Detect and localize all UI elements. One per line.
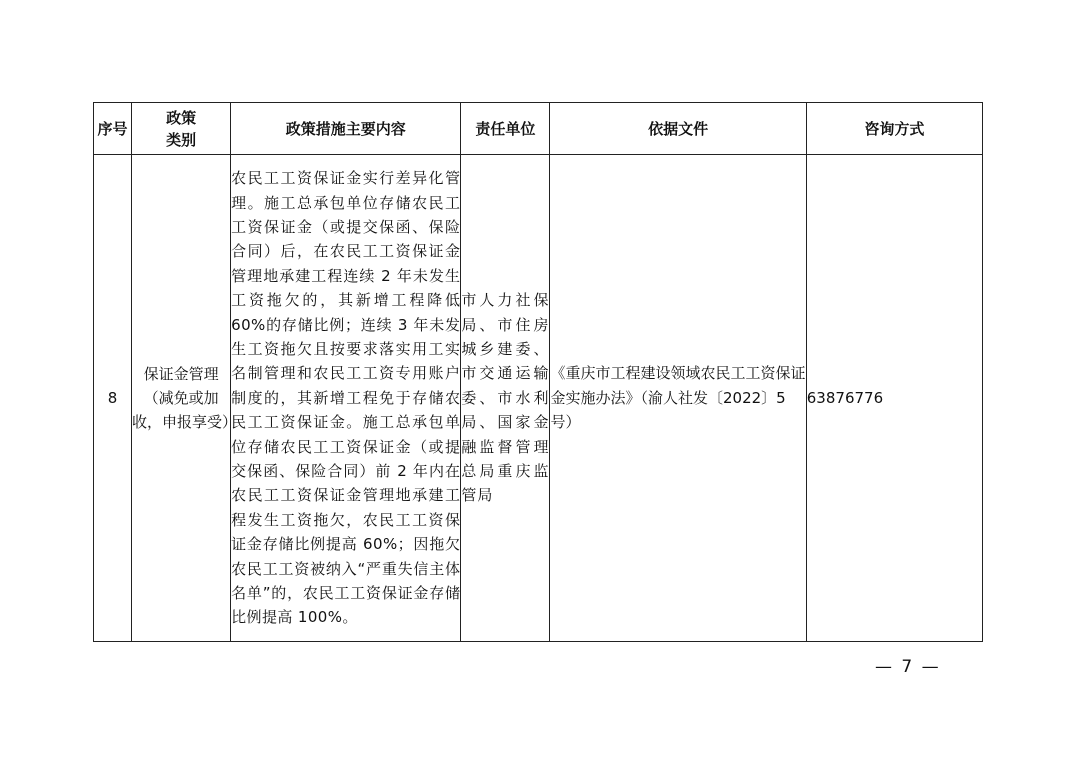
header-content: 政策措施主要内容 — [231, 103, 461, 155]
row-unit: 市人力社保局、市住房城乡建委、市交通运输委、市水利局、国家金融监督管理总局重庆监管局 — [461, 155, 550, 642]
row-contact: 63876776 — [806, 155, 982, 642]
header-category: 政策 类别 — [132, 103, 231, 155]
row-index: 8 — [94, 155, 132, 642]
header-unit: 责任单位 — [461, 103, 550, 155]
header-contact: 咨询方式 — [806, 103, 982, 155]
row-content: 农民工工资保证金实行差异化管理。施工总承包单位存储农民工工资保证金（或提交保函、保险合同）后，在农民工工资保证金管理地承建工程连续 2 年未发生工资拖欠的，其新增工程降低 60%的存储比例；连续 3 年未发生工资拖欠且按要求落实用工实名制管理和农民工工资专用账户制度的，其新增工程免于存储农民工工资保证金。施工总承包单位存储农民工工资保证金（或提交保函、保险合同）前 2 年内在农民工工资保证金管理地承建工程发生工资拖欠，农民工工资保证金存储比例提高 60%；因拖欠农民工工资被纳入“严重失信主体名单”的，农民工工资保证金存储比例提高 100%。 — [231, 155, 461, 642]
policy-table — [93, 102, 983, 642]
page-number: — 7 — — [875, 657, 941, 677]
header-basis: 依据文件 — [550, 103, 806, 155]
row-basis: 《重庆市工程建设领域农民工工资保证金实施办法》（渝人社发〔2022〕5 号） — [550, 155, 806, 642]
header-index: 序号 — [94, 103, 132, 155]
table-row — [94, 155, 983, 642]
header-row — [94, 103, 983, 155]
row-category: 保证金管理（减免或加收，申报享受） — [132, 155, 231, 642]
